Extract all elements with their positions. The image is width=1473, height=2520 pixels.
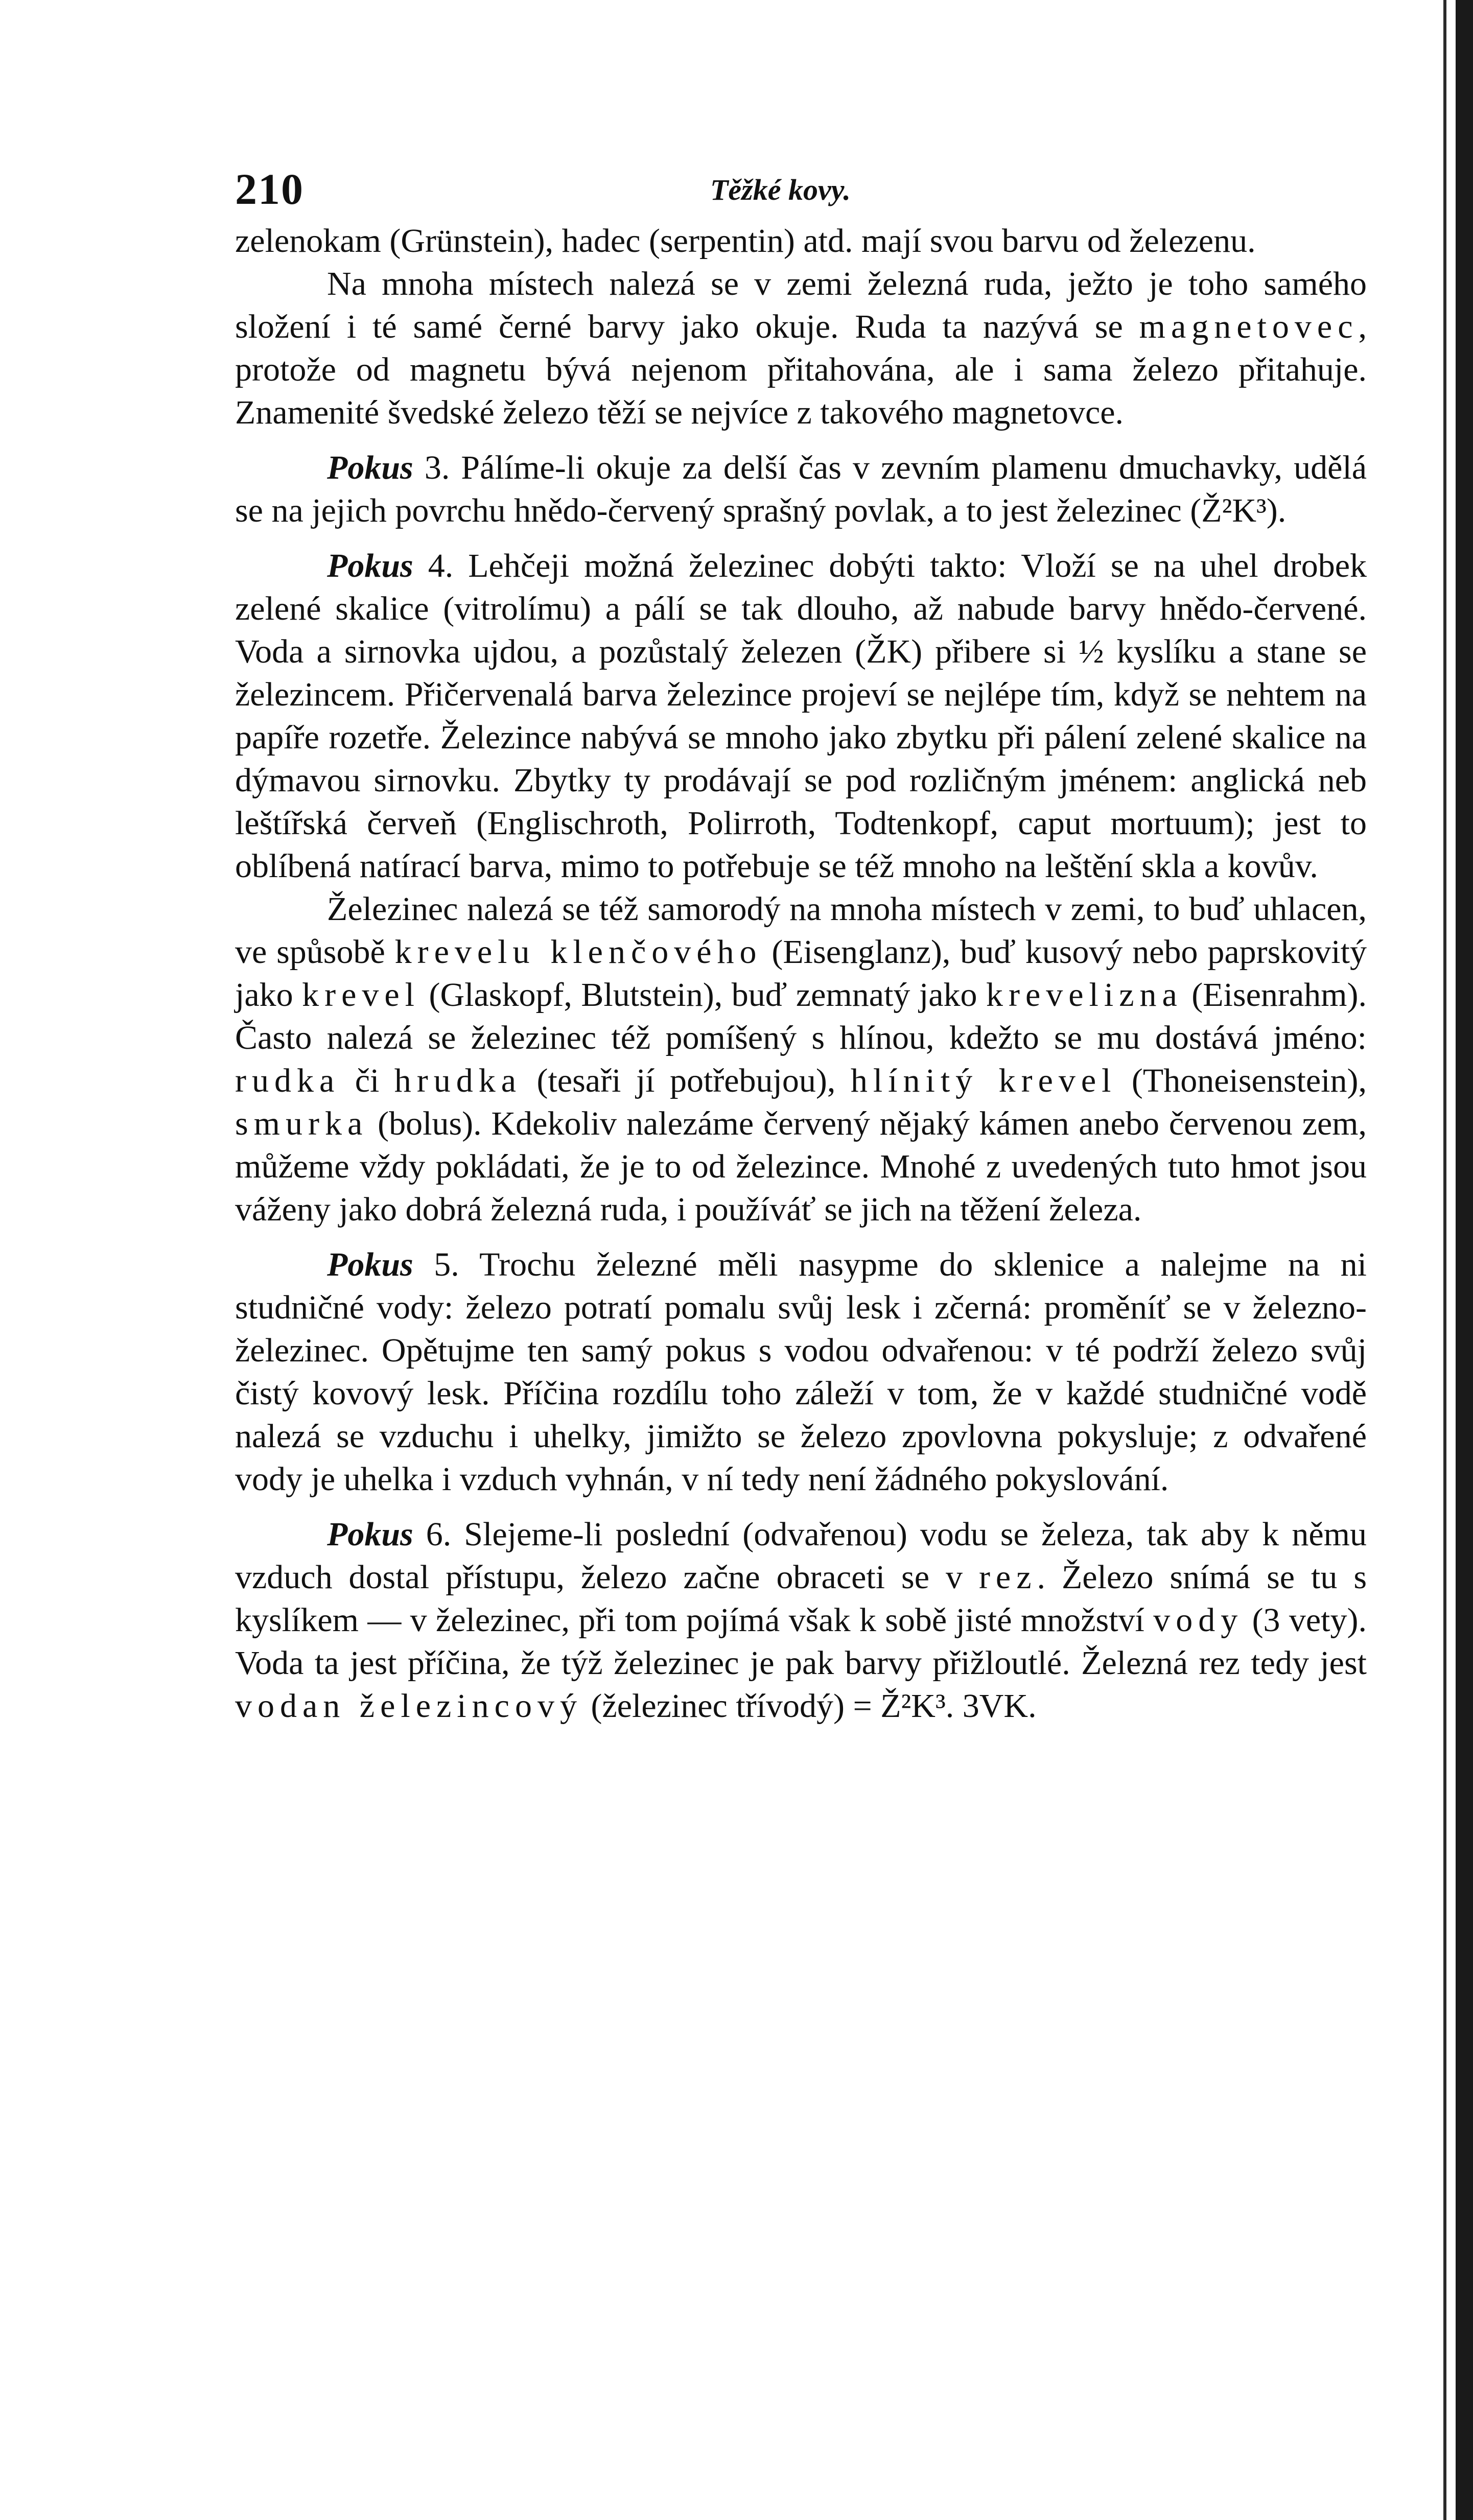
spaced-term: hlínitý krevel [850,1062,1117,1099]
paragraph-pokus-3 [235,446,1367,532]
running-title: Těžké kovy. [710,173,851,206]
paragraph-pokus-6 [235,1513,1367,1728]
paragraph-pokus-5 [235,1243,1367,1501]
text-segment: 4. Lehčeji možná železinec dobýti takto: Vloží se na uhel drobek zelené skalice (vitrolímu) a pálí se tak dlouho, až nabude barvy hnědo-červené. Voda a sirnovka ujdou, a pozůstalý železen (ŽK) přibere si ½ kyslíku a stane se železincem. Přičervenalá barva železince projeví se nejlépe tím, když se nehtem na papíře rozetře. Železince nabývá se mnoho jako zbytku při pálení zelené skalice na dýmavou sirnovku. Zbytky ty prodávají se pod rozličným jménem: anglická neb leštířská červeň (Englischroth, Polirroth, Todtenkopf, caput mortuum); jest to oblíbená natírací barva, mimo to potřebuje se též mnoho na leštění skla a kovův. [235,547,1367,885]
text-segment: 6. Slejeme-li poslední (odvařenou) vodu se železa, tak aby k němu vzduch dostal přístupu, železo začne obraceti se v [235,1516,1367,1596]
paragraph-continuation [235,220,1367,263]
body-text [235,220,1367,1728]
text-segment: (Thoneisenstein), [1116,1062,1367,1099]
text-segment: Železinec nalezá se též samorodý na mnoha místech v zemi, to buď uhlacen, ve spůsobě [235,890,1367,971]
spaced-term: smurka [235,1105,368,1142]
text-segment: (bolus). Kdekoliv nalezáme červený nějaký kámen anebo červenou zem, můžeme vždy pokládati, že je to od železince. Mnohé z uvedených tuto hmot jsou váženy jako dobrá železná ruda, i používáť se jich na těžení železa. [235,1105,1367,1228]
paragraph-pokus-4 [235,545,1367,888]
pokus-label: Pokus [327,1516,413,1553]
text-segment: (Eisenrahm). Často nalezá se železinec též pomíšený s hlínou, kdežto se mu dostává jméno: [235,976,1367,1056]
book-page [235,153,1367,1728]
text-segment: 3. Pálíme-li okuje za delší čas v zevním plamenu dmuchavky, udělá se na jejich povrchu hnědo-červený sprašný povlak, a to jest železinec (Ž²K³). [235,449,1367,529]
text-segment: 5. Trochu železné měli nasypme do sklenice a nalejme na ni studničné vody: železo potratí pomalu svůj lesk i zčerná: proměníť se v železno-železinec. Opětujme ten samý pokus s vodou odvařenou: v té podrží železo svůj čistý kovový lesk. Příčina rozdílu toho záleží v tom, že v každé studničné vodě nalezá se vzduchu i uhelky, jimižto se železo zpovlovna pokysluje; z odvařené vody je uhelka i vzduch vyhnán, v ní tedy není žádného pokyslování. [235,1246,1367,1498]
page-number: 210 [235,164,304,214]
text-segment: Na mnoha místech nalezá se v zemi železná ruda, ježto je toho samého složení i té samé černé barvy jako okuje. Ruda ta nazývá se [235,265,1367,345]
pokus-label: Pokus [327,449,413,486]
page-edge-line [1443,0,1446,2520]
text-segment: , protože od magnetu bývá nejenom přitahována, ale i sama železo přitahuje. Znamenité švedské železo těží se nejvíce z takového magnetovce. [235,308,1367,431]
text-segment: (Eisenglanz), buď kusový nebo paprskovitý jako [235,933,1367,1014]
pokus-label: Pokus [327,1246,413,1283]
paragraph-zelezinec [235,888,1367,1231]
text-segment: či [340,1062,394,1099]
paragraph-magnetovec [235,263,1367,434]
spaced-term: hrudka [394,1062,522,1099]
text-segment: . Železo snímá se tu s kyslíkem — v železinec, při tom pojímá však k sobě jisté množství [235,1559,1367,1639]
spaced-term: krevel [302,976,420,1014]
spaced-term: krevelizna [986,976,1183,1014]
spaced-term: vody [1153,1602,1244,1639]
spaced-term: magnetovec [1139,308,1359,345]
text-segment: (3 vety). Voda ta jest příčina, že týž železinec je pak barvy přižloutlé. Železná rez tedy jest [235,1602,1367,1682]
spaced-term: krevelu klenčového [394,933,762,971]
text-segment: (železinec třívodý) = Ž²K³. 3VK. [582,1687,1037,1725]
spaced-term: rez [978,1559,1037,1596]
text-segment: zelenokam (Grünstein), hadec (serpentin) atd. mají svou barvu od železenu. [235,222,1256,260]
spaced-term: rudka [235,1062,340,1099]
spaced-term: vodan železincový [235,1687,582,1725]
text-segment: (Glaskopf, Blutstein), buď zemnatý jako [420,976,986,1014]
page-edge-shadow [1456,0,1473,2520]
pokus-label: Pokus [327,547,413,584]
text-segment: (tesaři jí potřebujou), [522,1062,851,1099]
page-header [235,153,1367,220]
